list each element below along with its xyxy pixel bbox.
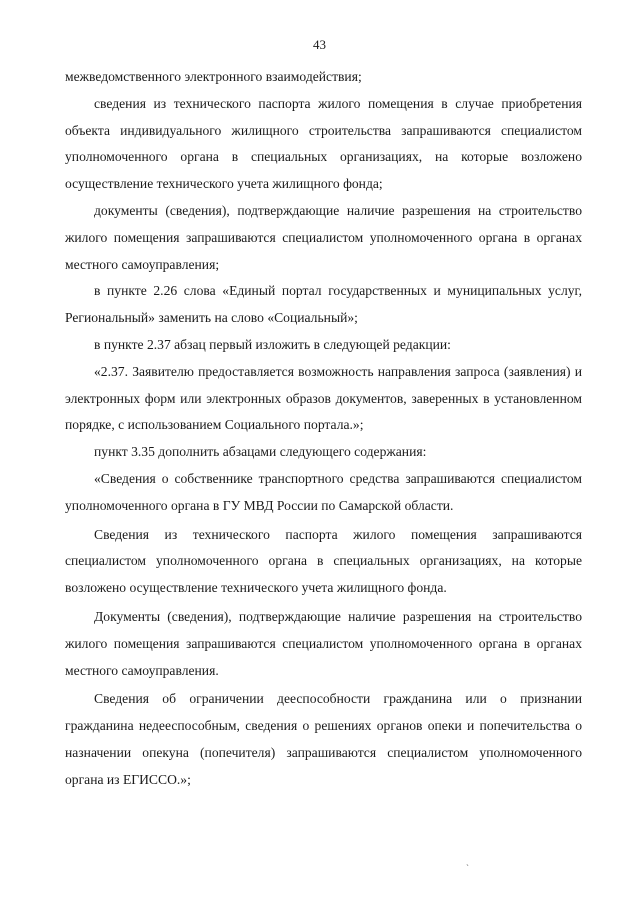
paragraph-8: «Сведения о собственнике транспортного средства запрашиваются специалистом уполномоченного органа в ГУ МВД России по Самарской области. xyxy=(65,470,582,513)
scan-mark-icon: ˎ xyxy=(466,856,469,866)
paragraph-9: Сведения из технического паспорта жилого помещения запрашиваются специалистом уполномоченного органа в специальных организациях, на которые возложено осуществление технического учета жилищного фонда. xyxy=(65,526,582,596)
paragraph-5: в пункте 2.37 абзац первый изложить в следующей редакции: xyxy=(94,336,451,352)
page-number: 43 xyxy=(313,37,326,52)
paragraph-10: Документы (сведения), подтверждающие наличие разрешения на строительство жилого помещения запрашиваются специалистом уполномоченного органа в органах местного самоуправления. xyxy=(65,608,582,678)
paragraph-3: документы (сведения), подтверждающие наличие разрешения на строительство жилого помещения запрашиваются специалистом уполномоченного органа в органах местного самоуправления; xyxy=(65,202,582,272)
paragraph-1: межведомственного электронного взаимодействия; xyxy=(65,69,362,84)
paragraph-6: «2.37. Заявителю предоставляется возможность направления запроса (заявления) и электронных форм или электронных образов документов, заверенных в установленном порядке, с использованием Социального портала.»; xyxy=(65,363,582,433)
paragraph-7: пункт 3.35 дополнить абзацами следующего содержания: xyxy=(94,444,427,460)
paragraph-11: Сведения об ограничении дееспособности гражданина или о признании гражданина недееспособным, сведения о решениях органов опеки и попечительства о назначении опекуна (попечителя) запрашиваются специалистом уполномоченного органа из ЕГИССО.»; xyxy=(65,691,582,787)
paragraph-2: сведения из технического паспорта жилого помещения в случае приобретения объекта индивидуального жилищного строительства запрашиваются специалистом уполномоченного органа в специальных организациях, на которые возложено осуществление технического учета жилищного фонда; xyxy=(65,95,582,192)
document-body xyxy=(65,64,582,794)
paragraph-4: в пункте 2.26 слова «Единый портал государственных и муниципальных услуг, Региональный» заменить на слово «Социальный»; xyxy=(65,283,582,326)
